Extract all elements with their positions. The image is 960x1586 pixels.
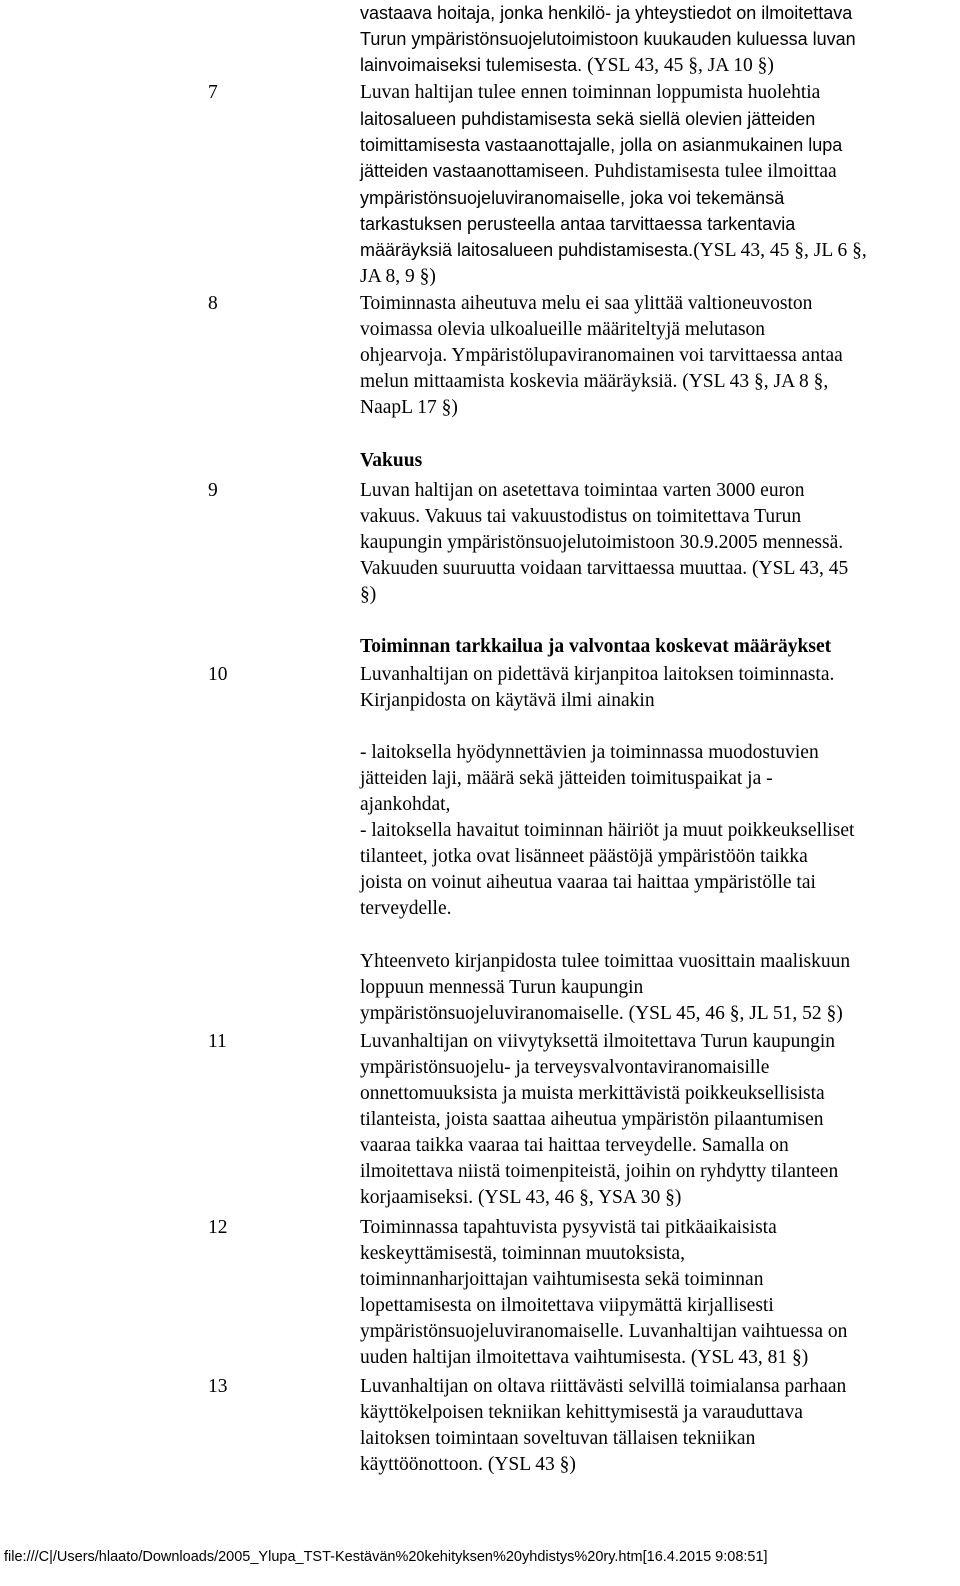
item-number: 8: [208, 293, 218, 314]
item-text: Toiminnasta aiheutuva melu ei saa ylittää valtioneuvoston voimassa olevia ulkoalueille määriteltyjä melutason ohjearvoja. Ympäristölupaviranomainen voi tarvittaessa antaa melun mittaamista koskevia määräyksiä. (YSL 43 §, JA 8 §, NaapL 17 §): [360, 293, 843, 418]
item-text: Luvanhaltijan on pidettävä kirjanpitoa laitoksen toiminnasta. Kirjanpidosta on käytävä ilmi ainakin: [360, 664, 835, 711]
text-line: vastaava hoitaja, jonka henkilö- ja yhteystiedot on ilmoitettava: [360, 3, 853, 23]
item-number: 10: [208, 664, 228, 685]
section-heading-vakuus: Vakuus: [360, 450, 423, 471]
list-item: - laitoksella hyödynnettävien ja toiminnassa muodostuvien: [360, 742, 819, 763]
text-line: Turun ympäristönsuojelutoimistoon kuukauden kuluessa luvan: [360, 29, 856, 49]
page-footer-url: file:///C|/Users/hlaato/Downloads/2005_Ylupa_TST-Kestävän%20kehityksen%20yhdistys%20ry.htm[16.4.2015 9:08:51]: [4, 1549, 768, 1565]
list-item: - laitoksella havaitut toiminnan häiriöt ja muut poikkeukselliset: [360, 820, 855, 841]
item-text: Luvan haltijan tulee ennen toiminnan loppumista huolehtia laitosalueen puhdistamisesta sekä siellä olevien jätteiden toimittamisesta vastaanottajalle, jolla on asianmukainen lupa jätteiden vastaanottamiseen. Puhdistamisesta tulee ilmoittaa ympäristönsuojeluviranomaiselle, joka voi tekemänsä tarkastuksen perusteella antaa tarvittaessa tarkentavia määräyksiä laitosalueen puhdistamisesta.(YSL 43, 45 §, JL 6 §, JA 8, 9 §): [360, 82, 867, 287]
item-text: Luvan haltijan on asetettava toimintaa varten 3000 euron vakuus. Vakuus tai vakuustodistus on toimitettava Turun kaupungin ympäristönsuojelutoimistoon 30.9.2005 mennessä. Vakuuden suuruutta voidaan tarvittaessa muuttaa. (YSL 43, 45 §): [360, 480, 849, 605]
item-number: 9: [208, 480, 218, 501]
section-heading-tarkkailu: Toiminnan tarkkailua ja valvontaa koskevat määräykset: [360, 636, 832, 657]
item-text: Toiminnassa tapahtuvista pysyvistä tai pitkäaikaisista keskeyttämisestä, toiminnan muutoksista, toiminnanharjoittajan vaihtumisesta sekä toiminnan lopettamisesta on ilmoitettava viipymättä kirjallisesti ympäristönsuojeluviranomaiselle. Luvanhaltijan vaihtuessa on uuden haltijan ilmoitettava vaihtumisesta. (YSL 43, 81 §): [360, 1217, 848, 1368]
item-number: 12: [208, 1217, 228, 1238]
item-number: 7: [208, 82, 218, 103]
item-text: Luvanhaltijan on viivytyksettä ilmoitettava Turun kaupungin ympäristönsuojelu- ja terveysvalvontaviranomaisille onnettomuuksista ja muista merkittävistä poikkeuksellisista tilanteista, joista saattaa aiheutua ympäristön pilaantumisen vaaraa taikka vaaraa tai haittaa terveydelle. Samalla on ilmoitettava niistä toimenpiteistä, joihin on ryhdytty tilanteen korjaamiseksi. (YSL 43, 46 §, YSA 30 §): [360, 1031, 839, 1208]
item-number: 13: [208, 1376, 228, 1397]
item-number: 11: [208, 1031, 227, 1052]
item-text: Luvanhaltijan on oltava riittävästi selvillä toimialansa parhaan käyttökelpoisen tekniikan kehittymisestä ja varauduttava laitoksen toimintaan soveltuvan tällaisen tekniikan käyttöönottoon. (YSL 43 §): [360, 1376, 847, 1475]
text-line: lainvoimaiseksi tulemisesta. (YSL 43, 45 §, JA 10 §): [360, 55, 774, 76]
